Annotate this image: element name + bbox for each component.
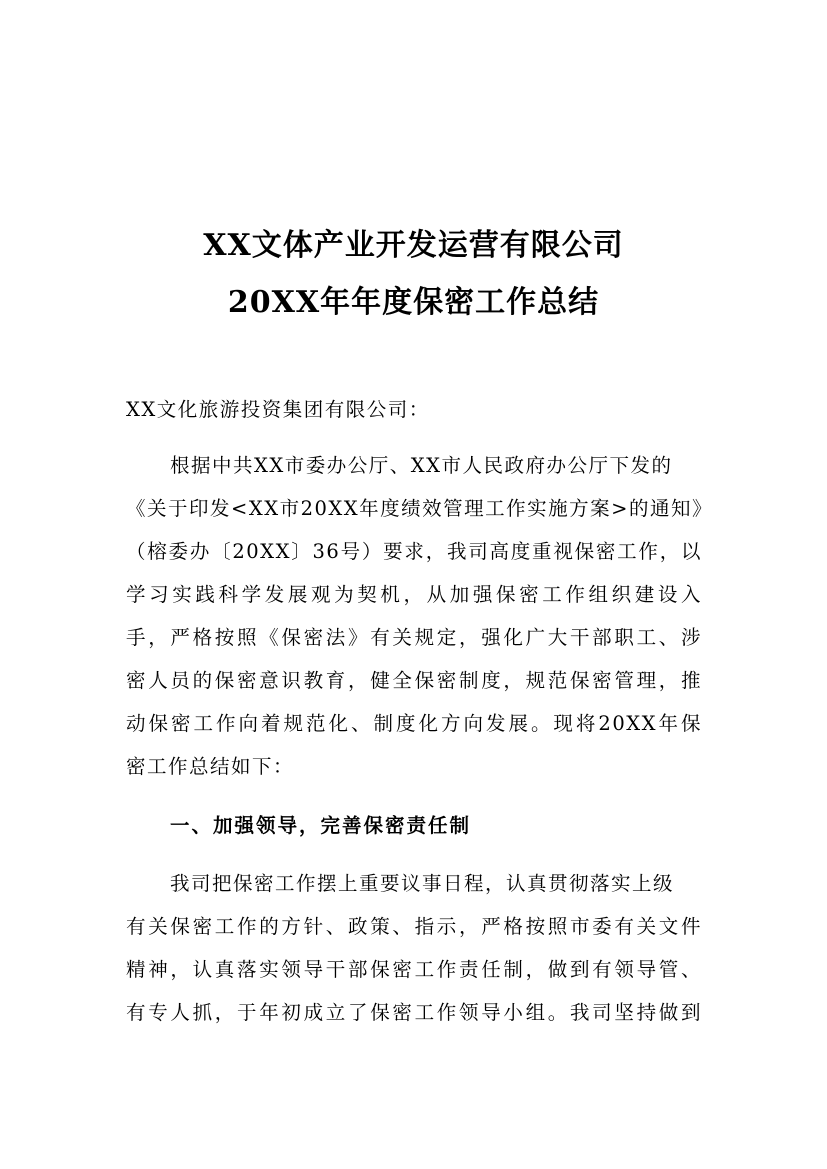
- intro-paragraph-line: 手，严格按照《保密法》有关规定，强化广大干部职工、涉: [126, 626, 702, 649]
- intro-paragraph-line: 密工作总结如下：: [126, 755, 295, 778]
- intro-paragraph-line: 密人员的保密意识教育，健全保密制度，规范保密管理，推: [126, 669, 702, 692]
- section-paragraph-line: 精神，认真落实领导干部保密工作责任制，做到有领导管、: [126, 958, 702, 981]
- intro-paragraph-line: 《关于印发<XX市20XX年度绩效管理工作实施方案>的通知》: [126, 497, 714, 520]
- section-paragraph-line: 有关保密工作的方针、政策、指示，严格按照市委有关文件: [126, 915, 702, 938]
- intro-paragraph-line: 根据中共XX市委办公厅、XX市人民政府办公厅下发的: [170, 454, 673, 477]
- document-title-line-1: XX文体产业开发运营有限公司: [203, 228, 624, 263]
- document-title-line-2: 20XX年年度保密工作总结: [227, 285, 600, 320]
- section-paragraph-line: 有专人抓，于年初成立了保密工作领导小组。我司坚持做到: [126, 1001, 702, 1024]
- section-paragraph-line: 我司把保密工作摆上重要议事日程，认真贯彻落实上级: [170, 872, 675, 895]
- section-heading: 一、加强领导，完善保密责任制: [170, 814, 472, 837]
- intro-paragraph-line: 动保密工作向着规范化、制度化方向发展。现将20XX年保: [126, 712, 702, 735]
- addressee: XX文化旅游投资集团有限公司：: [126, 398, 430, 421]
- intro-paragraph-line: 学习实践科学发展观为契机，从加强保密工作组织建设入: [126, 583, 702, 606]
- intro-paragraph-line: （榕委办〔20XX〕36号）要求，我司高度重视保密工作，以: [126, 540, 702, 563]
